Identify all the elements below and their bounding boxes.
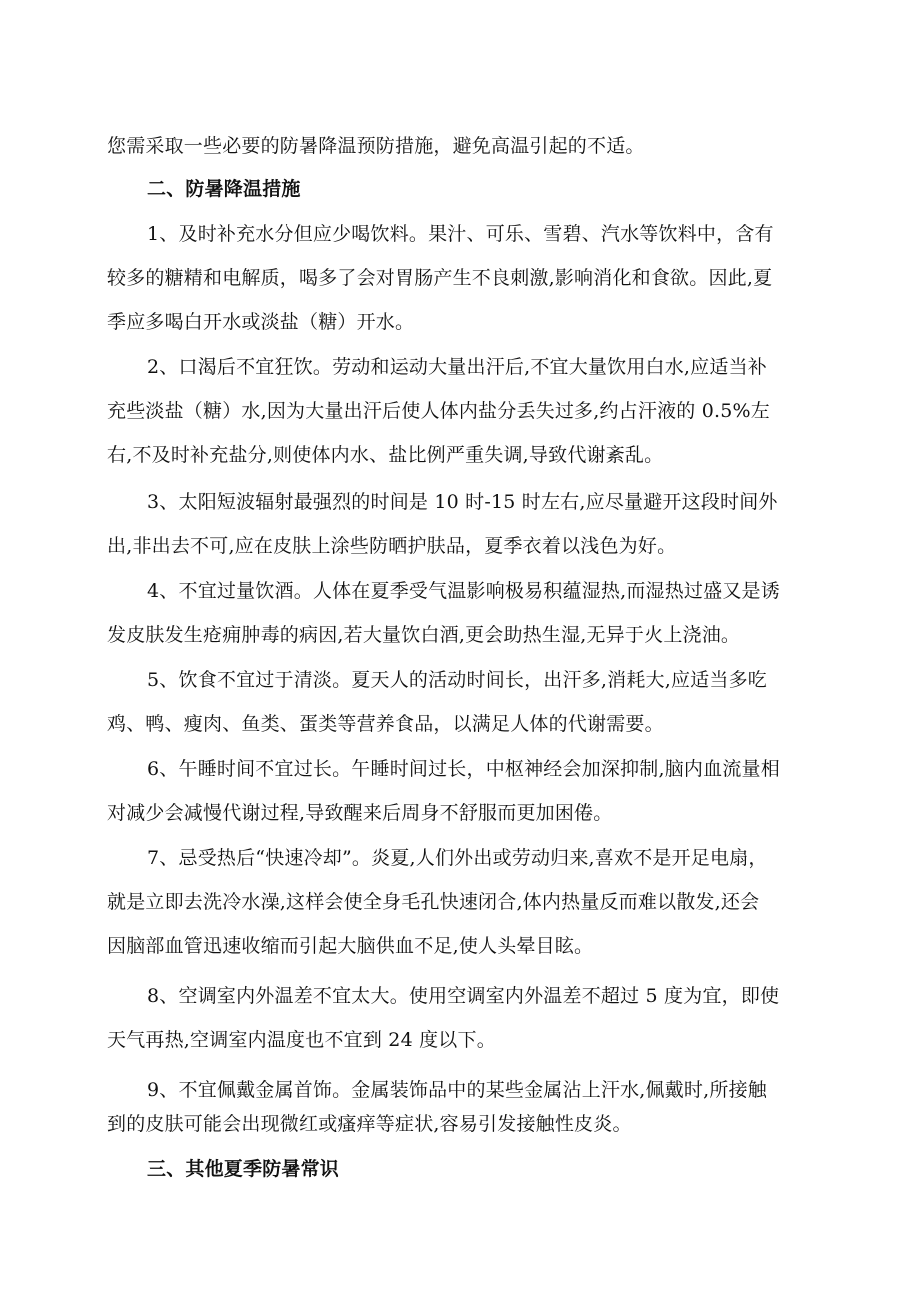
- paragraph-line: 季应多喝白开水或淡盐（糖）开水。: [107, 311, 415, 333]
- paragraph-line: 充些淡盐（糖）水,因为大量出汗后使人体内盐分丢失过多,约占汗液的 0.5%左: [107, 400, 770, 422]
- paragraph-line: 较多的糖精和电解质，喝多了会对胃肠产生不良刺激,影响消化和食欲。因此,夏: [107, 267, 773, 289]
- paragraph-line: 因脑部血管迅速收缩而引起大脑供血不足,使人头晕目眩。: [107, 935, 594, 957]
- paragraph-line: 2、口渴后不宜狂饮。劳动和运动大量出汗后,不宜大量饮用白水,应适当补: [147, 356, 767, 378]
- paragraph-line: 发皮肤发生疮痈肿毒的病因,若大量饮白酒,更会助热生湿,无异于火上浇油。: [107, 624, 741, 646]
- paragraph-line: 到的皮肤可能会出现微红或瘙痒等症状,容易引发接触性皮炎。: [107, 1113, 632, 1135]
- paragraph-line: 8、空调室内外温差不宜太大。使用空调室内外温差不超过 5 度为宜，即使: [147, 985, 780, 1007]
- section-heading-measures: 二、防暑降温措施: [147, 178, 301, 200]
- paragraph-line: 4、不宜过量饮酒。人体在夏季受气温影响极易积蕴湿热,而湿热过盛又是诱: [147, 580, 780, 602]
- section-heading-other: 三、其他夏季防暑常识: [147, 1158, 340, 1180]
- paragraph-line: 3、太阳短波辐射最强烈的时间是 10 时-15 时左右,应尽量避开这段时间外: [147, 491, 778, 513]
- paragraph-line: 对减少会减慢代谢过程,导致醒来后周身不舒服而更加困倦。: [107, 802, 613, 824]
- paragraph-line: 出,非出去不可,应在皮肤上涂些防晒护肤品，夏季衣着以浅色为好。: [107, 535, 677, 557]
- paragraph-line: 右,不及时补充盐分,则使体内水、盐比例严重失调,导致代谢紊乱。: [107, 444, 664, 466]
- intro-text: 您需采取一些必要的防暑降温预防措施，避免高温引起的不适。: [107, 135, 645, 157]
- paragraph-line: 1、及时补充水分但应少喝饮料。果汁、可乐、雪碧、汽水等饮料中，含有: [147, 223, 774, 245]
- paragraph-line: 7、忌受热后“快速冷却”。炎夏,人们外出或劳动归来,喜欢不是开足电扇，: [147, 847, 768, 869]
- paragraph-line: 9、不宜佩戴金属首饰。金属装饰品中的某些金属沾上汗水,佩戴时,所接触: [147, 1079, 767, 1101]
- paragraph-line: 天气再热,空调室内温度也不宜到 24 度以下。: [107, 1029, 496, 1051]
- paragraph-line: 鸡、鸭、瘦肉、鱼类、蛋类等营养食品，以满足人体的代谢需要。: [107, 713, 664, 735]
- paragraph-line: 5、饮食不宜过于清淡。夏天人的活动时间长，出汗多,消耗大,应适当多吃: [147, 669, 767, 691]
- paragraph-line: 6、午睡时间不宜过长。午睡时间过长，中枢神经会加深抑制,脑内血流量相: [147, 758, 780, 780]
- paragraph-line: 就是立即去洗冷水澡,这样会使全身毛孔快速闭合,体内热量反而难以散发,还会: [107, 891, 760, 913]
